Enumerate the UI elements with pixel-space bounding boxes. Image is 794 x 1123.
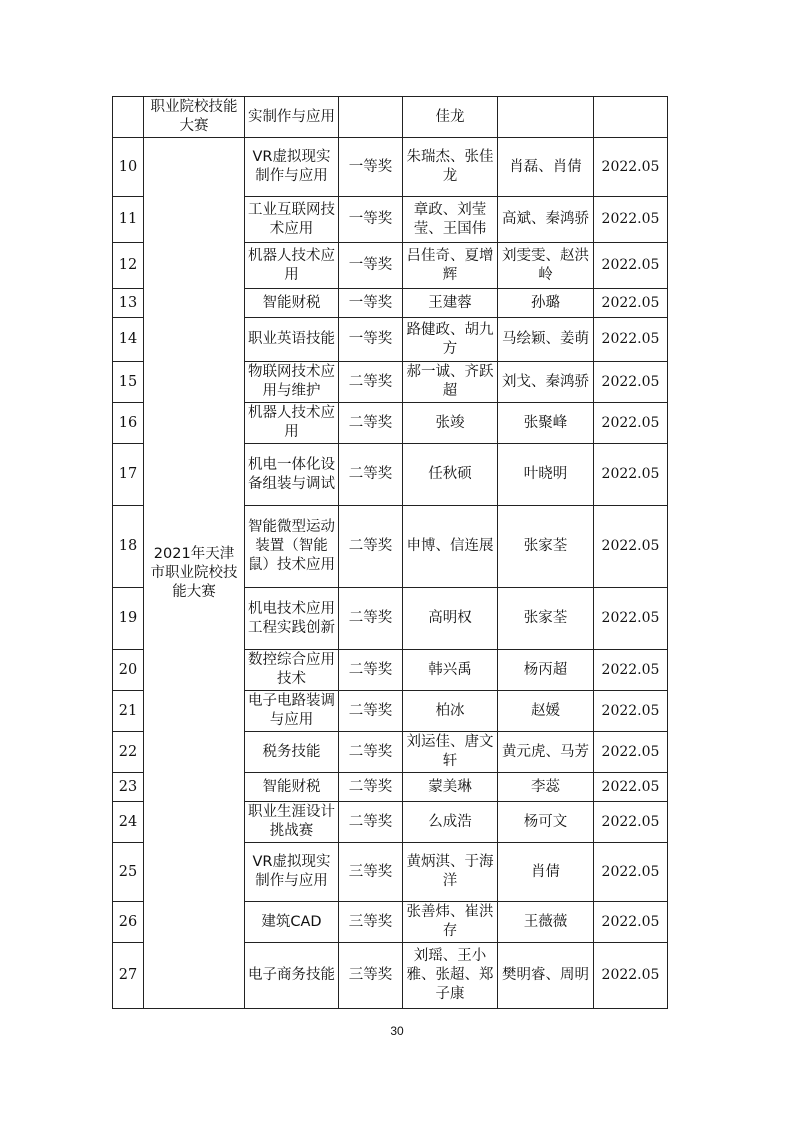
row-number-cell: 23 <box>113 773 144 802</box>
row-number-cell: 12 <box>113 243 144 289</box>
event-cell: VR虚拟现实制作与应用 <box>245 138 339 197</box>
date-cell: 2022.05 <box>594 289 668 318</box>
award-cell: 一等奖 <box>339 243 403 289</box>
row-number-cell: 18 <box>113 506 144 588</box>
students-cell: 佳龙 <box>403 97 498 138</box>
students-cell: 朱瑞杰、张佳龙 <box>403 138 498 197</box>
students-cell: 任秋硕 <box>403 444 498 506</box>
event-cell: 机器人技术应用 <box>245 243 339 289</box>
students-cell: 刘运佳、唐文轩 <box>403 732 498 773</box>
event-cell: 电子商务技能 <box>245 943 339 1009</box>
teachers-cell: 肖倩 <box>498 843 594 902</box>
date-cell: 2022.05 <box>594 243 668 289</box>
date-cell: 2022.05 <box>594 403 668 444</box>
award-cell: 二等奖 <box>339 403 403 444</box>
teachers-cell: 李蕊 <box>498 773 594 802</box>
teachers-cell: 张聚峰 <box>498 403 594 444</box>
students-cell: 郝一诚、齐跃超 <box>403 362 498 403</box>
row-number-cell <box>113 97 144 138</box>
teachers-cell: 叶晓明 <box>498 444 594 506</box>
teachers-cell: 王薇薇 <box>498 902 594 943</box>
event-cell: 税务技能 <box>245 732 339 773</box>
award-cell: 二等奖 <box>339 650 403 691</box>
award-cell: 一等奖 <box>339 289 403 318</box>
date-cell: 2022.05 <box>594 197 668 243</box>
students-cell: 张善炜、崔洪存 <box>403 902 498 943</box>
date-cell: 2022.05 <box>594 506 668 588</box>
row-number-cell: 14 <box>113 318 144 362</box>
event-cell: 物联网技术应用与维护 <box>245 362 339 403</box>
row-number-cell: 26 <box>113 902 144 943</box>
students-cell: 蒙美琳 <box>403 773 498 802</box>
teachers-cell: 黄元虎、马芳 <box>498 732 594 773</box>
students-cell: 黄炳淇、于海洋 <box>403 843 498 902</box>
award-cell: 一等奖 <box>339 318 403 362</box>
date-cell: 2022.05 <box>594 802 668 843</box>
row-number-cell: 19 <box>113 588 144 650</box>
students-cell: 高明权 <box>403 588 498 650</box>
competition-group-cell: 2021年天津市职业院校技能大赛 <box>144 138 245 1009</box>
teachers-cell: 张家荃 <box>498 588 594 650</box>
row-number-cell: 27 <box>113 943 144 1009</box>
teachers-cell: 刘雯雯、赵洪岭 <box>498 243 594 289</box>
row-number-cell: 24 <box>113 802 144 843</box>
event-cell: 机电技术应用工程实践创新 <box>245 588 339 650</box>
event-cell: 建筑CAD <box>245 902 339 943</box>
award-cell: 一等奖 <box>339 138 403 197</box>
students-cell: 张竣 <box>403 403 498 444</box>
date-cell: 2022.05 <box>594 138 668 197</box>
table-row-continued <box>113 97 668 138</box>
students-cell: 申博、信连展 <box>403 506 498 588</box>
teachers-cell: 马绘颖、姜萌 <box>498 318 594 362</box>
event-cell: 电子电路装调与应用 <box>245 691 339 732</box>
row-number-cell: 13 <box>113 289 144 318</box>
event-cell: 智能财税 <box>245 289 339 318</box>
students-cell: 韩兴禹 <box>403 650 498 691</box>
award-cell: 二等奖 <box>339 506 403 588</box>
row-number-cell: 10 <box>113 138 144 197</box>
teachers-cell: 孙璐 <box>498 289 594 318</box>
date-cell: 2022.05 <box>594 588 668 650</box>
students-cell: 章政、刘莹莹、王国伟 <box>403 197 498 243</box>
row-number-cell: 16 <box>113 403 144 444</box>
teachers-cell: 樊明睿、周明 <box>498 943 594 1009</box>
award-cell: 二等奖 <box>339 732 403 773</box>
award-cell: 三等奖 <box>339 902 403 943</box>
row-number-cell: 21 <box>113 691 144 732</box>
event-cell: 机器人技术应用 <box>245 403 339 444</box>
teachers-cell: 杨可文 <box>498 802 594 843</box>
date-cell: 2022.05 <box>594 650 668 691</box>
award-cell: 二等奖 <box>339 362 403 403</box>
event-cell: 职业生涯设计挑战赛 <box>245 802 339 843</box>
competition-cell: 职业院校技能大赛 <box>144 97 245 138</box>
teachers-cell: 杨丙超 <box>498 650 594 691</box>
award-cell: 二等奖 <box>339 588 403 650</box>
event-cell: 数控综合应用技术 <box>245 650 339 691</box>
event-cell: 工业互联网技术应用 <box>245 197 339 243</box>
teachers-cell: 刘戈、秦鸿骄 <box>498 362 594 403</box>
award-cell: 二等奖 <box>339 444 403 506</box>
date-cell: 2022.05 <box>594 943 668 1009</box>
award-cell: 三等奖 <box>339 943 403 1009</box>
row-number-cell: 17 <box>113 444 144 506</box>
event-cell: 实制作与应用 <box>245 97 339 138</box>
teachers-cell: 张家荃 <box>498 506 594 588</box>
row-number-cell: 11 <box>113 197 144 243</box>
award-cell: 一等奖 <box>339 197 403 243</box>
date-cell: 2022.05 <box>594 843 668 902</box>
awards-table <box>112 96 668 1009</box>
date-cell: 2022.05 <box>594 444 668 506</box>
date-cell: 2022.05 <box>594 691 668 732</box>
event-cell: 智能财税 <box>245 773 339 802</box>
date-cell: 2022.05 <box>594 732 668 773</box>
date-cell: 2022.05 <box>594 773 668 802</box>
students-cell: 王建蓉 <box>403 289 498 318</box>
award-cell: 三等奖 <box>339 843 403 902</box>
event-cell: 机电一体化设备组装与调试 <box>245 444 339 506</box>
teachers-cell: 肖磊、肖倩 <box>498 138 594 197</box>
students-cell: 路健政、胡九方 <box>403 318 498 362</box>
row-number-cell: 20 <box>113 650 144 691</box>
students-cell: 柏冰 <box>403 691 498 732</box>
event-cell: 智能微型运动装置（智能鼠）技术应用 <box>245 506 339 588</box>
page-number: 30 <box>390 1024 404 1038</box>
students-cell: 吕佳奇、夏增辉 <box>403 243 498 289</box>
award-cell: 二等奖 <box>339 802 403 843</box>
date-cell <box>594 97 668 138</box>
event-cell: 职业英语技能 <box>245 318 339 362</box>
date-cell: 2022.05 <box>594 318 668 362</box>
teachers-cell <box>498 97 594 138</box>
students-cell: 么成浩 <box>403 802 498 843</box>
students-cell: 刘瑶、王小雅、张超、郑子康 <box>403 943 498 1009</box>
award-cell <box>339 97 403 138</box>
award-cell: 二等奖 <box>339 773 403 802</box>
award-cell: 二等奖 <box>339 691 403 732</box>
date-cell: 2022.05 <box>594 362 668 403</box>
table-row <box>113 138 668 197</box>
event-cell: VR虚拟现实制作与应用 <box>245 843 339 902</box>
row-number-cell: 22 <box>113 732 144 773</box>
teachers-cell: 高斌、秦鸿骄 <box>498 197 594 243</box>
teachers-cell: 赵媛 <box>498 691 594 732</box>
row-number-cell: 25 <box>113 843 144 902</box>
row-number-cell: 15 <box>113 362 144 403</box>
date-cell: 2022.05 <box>594 902 668 943</box>
